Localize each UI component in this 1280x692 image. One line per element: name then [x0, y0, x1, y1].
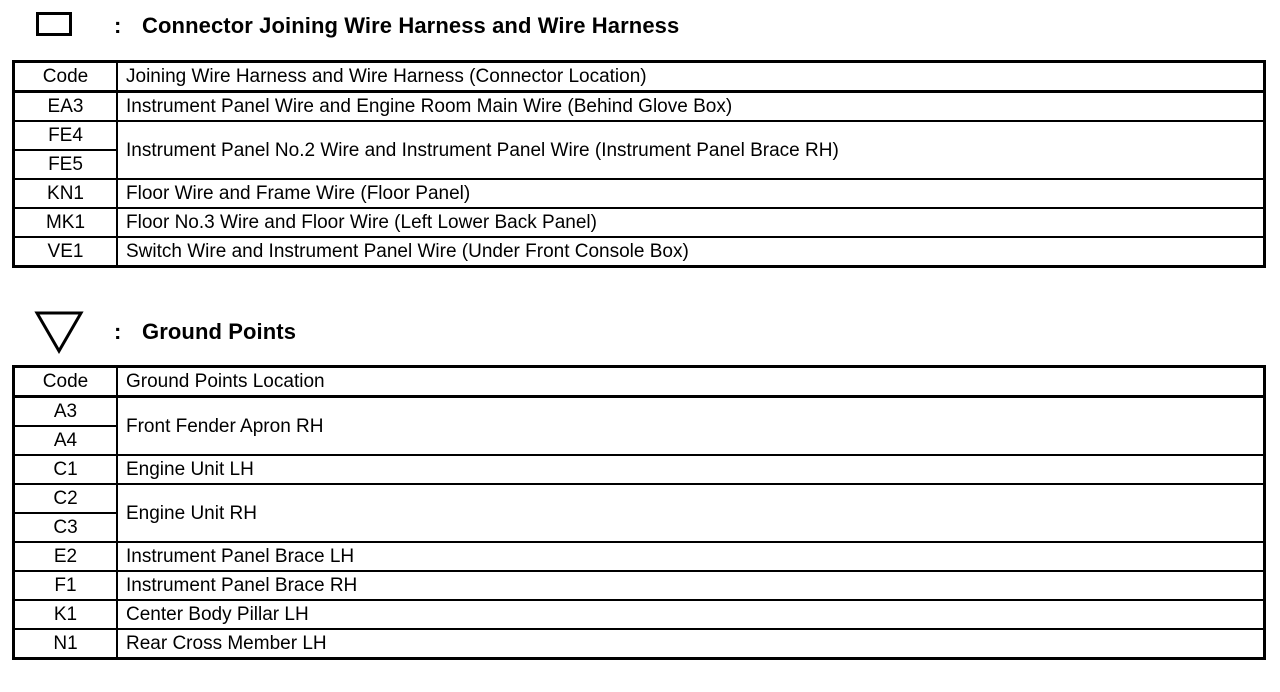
table-header-row: [14, 367, 1265, 397]
connector-section-header: [0, 0, 1280, 40]
table-header-row: [14, 62, 1265, 92]
description-cell: Floor No.3 Wire and Floor Wire (Left Lower Back Panel): [117, 208, 1265, 237]
table-row: [14, 484, 1265, 513]
code-cell: KN1: [14, 179, 118, 208]
description-cell: Switch Wire and Instrument Panel Wire (Under Front Console Box): [117, 237, 1265, 267]
code-cell: K1: [14, 600, 118, 629]
code-cell: MK1: [14, 208, 118, 237]
table-row: [14, 455, 1265, 484]
code-cell: C1: [14, 455, 118, 484]
code-cell: FE4: [14, 121, 118, 150]
description-cell: Engine Unit RH: [117, 484, 1265, 542]
header-code: Code: [14, 367, 118, 397]
code-cell: VE1: [14, 237, 118, 267]
description-cell: Center Body Pillar LH: [117, 600, 1265, 629]
description-cell: Engine Unit LH: [117, 455, 1265, 484]
table-row: [14, 92, 1265, 122]
code-cell: FE5: [14, 150, 118, 179]
ground-table: [12, 365, 1266, 660]
description-cell: Instrument Panel No.2 Wire and Instrument Panel Wire (Instrument Panel Brace RH): [117, 121, 1265, 179]
table-row: [14, 542, 1265, 571]
table-row: [14, 237, 1265, 267]
code-cell: A3: [14, 397, 118, 427]
connector-colon: :: [114, 13, 122, 38]
connector-table: [12, 60, 1266, 268]
code-cell: F1: [14, 571, 118, 600]
header-description: Ground Points Location: [117, 367, 1265, 397]
description-cell: Instrument Panel Brace LH: [117, 542, 1265, 571]
ground-section-title: Ground Points: [142, 319, 297, 344]
description-cell: Floor Wire and Frame Wire (Floor Panel): [117, 179, 1265, 208]
header-description: Joining Wire Harness and Wire Harness (Connector Location): [117, 62, 1265, 92]
table-row: [14, 571, 1265, 600]
table-row: [14, 600, 1265, 629]
ground-colon: :: [114, 319, 122, 344]
header-code: Code: [14, 62, 118, 92]
table-row: [14, 179, 1265, 208]
code-cell: E2: [14, 542, 118, 571]
table-row: [14, 208, 1265, 237]
ground-section-header: [0, 300, 1280, 344]
inverted-triangle-icon: [34, 310, 84, 354]
description-cell: Rear Cross Member LH: [117, 629, 1265, 659]
rectangle-outline-icon: [36, 12, 72, 36]
description-cell: Instrument Panel Brace RH: [117, 571, 1265, 600]
description-cell: Front Fender Apron RH: [117, 397, 1265, 456]
table-row: [14, 121, 1265, 150]
table-row: [14, 629, 1265, 659]
code-cell: A4: [14, 426, 118, 455]
table-row: [14, 397, 1265, 427]
code-cell: C2: [14, 484, 118, 513]
description-cell: Instrument Panel Wire and Engine Room Main Wire (Behind Glove Box): [117, 92, 1265, 122]
code-cell: EA3: [14, 92, 118, 122]
code-cell: N1: [14, 629, 118, 659]
connector-section-title: Connector Joining Wire Harness and Wire Harness: [142, 13, 680, 38]
code-cell: C3: [14, 513, 118, 542]
